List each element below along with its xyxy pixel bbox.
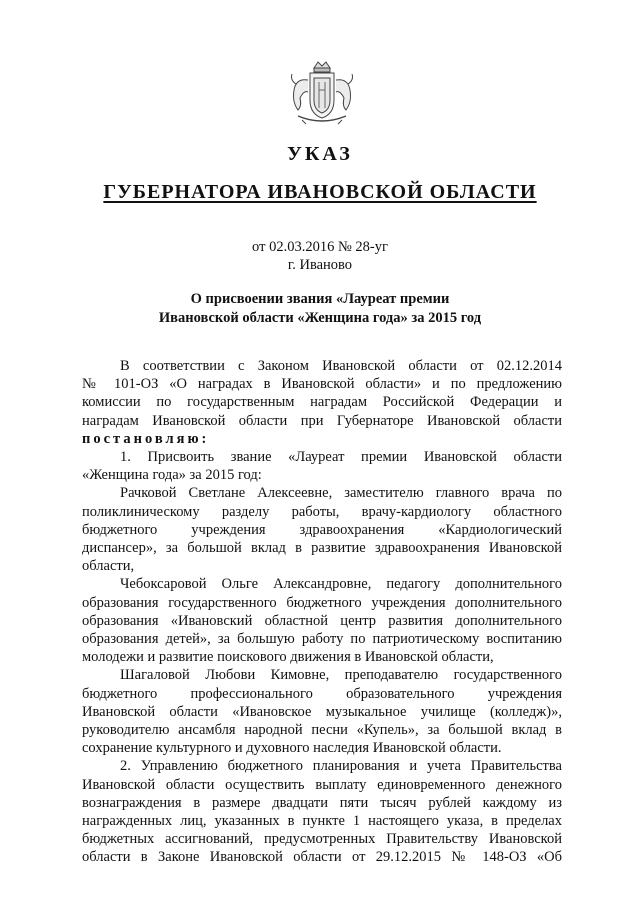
body-line: № 101-ОЗ «О наградах в Ивановской области» и по предложению [82, 376, 562, 393]
body-line: сохранение культурного и духовного наследия Ивановской области. [82, 740, 502, 757]
city: г. Иваново [287, 257, 353, 273]
body-line: образования детей», за большую работу по патриотическому воспитанию [82, 631, 562, 648]
body-line: образования «Ивановский областной центр развития дополнительного [82, 612, 562, 629]
body-line-decree: постановляю: [82, 430, 210, 447]
body-line: «Женщина года» за 2015 год: [82, 467, 262, 484]
body-line: наградам Ивановской области при Губернаторе Ивановской области [82, 412, 562, 429]
coat-of-arms-emblem [286, 60, 358, 128]
body-line: награжденных лиц, указанных в пункте 1 настоящего указа, в пределах [82, 813, 562, 830]
document-type-title: УКАЗ [287, 143, 353, 165]
body-line: области, [82, 558, 135, 575]
body-line: Ивановской области осуществить выплату единовременного денежного [82, 776, 562, 793]
body-line: бюджетных ассигнований, предусмотренных Правительству Ивановской [82, 831, 562, 848]
body-line: молодежи и развитие поискового движения в Ивановской области, [82, 649, 494, 666]
body-line: вознаграждения в размере двадцати пяти тысяч рублей каждому из [82, 794, 562, 811]
date-number: от 02.03.2016 № 28-уг [252, 239, 388, 255]
body-line: бюджетного профессионального образовательного учреждения [82, 685, 562, 702]
body-line: комиссии по государственным наградам Российской Федерации и [82, 394, 562, 411]
body-line: образования государственного бюджетного учреждения дополнительного [82, 594, 562, 611]
body-line: 2. Управлению бюджетного планирования и учета Правительства [120, 758, 562, 775]
body-line: 1. Присвоить звание «Лауреат премии Ивановской области [120, 449, 562, 466]
body-line: области в Законе Ивановской области от 29.12.2015 № 148-ОЗ «Об [82, 849, 562, 866]
document-body [82, 357, 562, 867]
body-line: диспансер», за большой вклад в развитие здравоохранения Ивановской [82, 540, 562, 557]
body-line: руководителю ансамбля народной песни «Купель», за большой вклад в [82, 722, 562, 739]
body-line: бюджетного учреждения здравоохранения «Кардиологический [82, 521, 562, 538]
heading-line: Ивановской области «Женщина года» за 2015 год [158, 310, 482, 326]
body-line: Рачковой Светлане Алексеевне, заместителю главного врача по [120, 485, 562, 502]
issuer-title: ГУБЕРНАТОРА ИВАНОВСКОЙ ОБЛАСТИ [103, 181, 537, 203]
body-line: Чебоксаровой Ольге Александровне, педагогу дополнительного [120, 576, 562, 593]
body-line: поликлиническому разделу работы, врачу-кардиологу областного [82, 503, 562, 520]
body-line: Ивановской области «Ивановское музыкальное училище (колледж)», [82, 703, 562, 720]
body-line: В соответствии с Законом Ивановской области от 02.12.2014 [120, 358, 562, 374]
document-meta [0, 238, 640, 274]
heading-line: О присвоении звания «Лауреат премии [190, 291, 450, 307]
document-heading [0, 290, 640, 328]
body-line: Шагаловой Любови Кимовне, преподавателю государственного [120, 667, 562, 684]
